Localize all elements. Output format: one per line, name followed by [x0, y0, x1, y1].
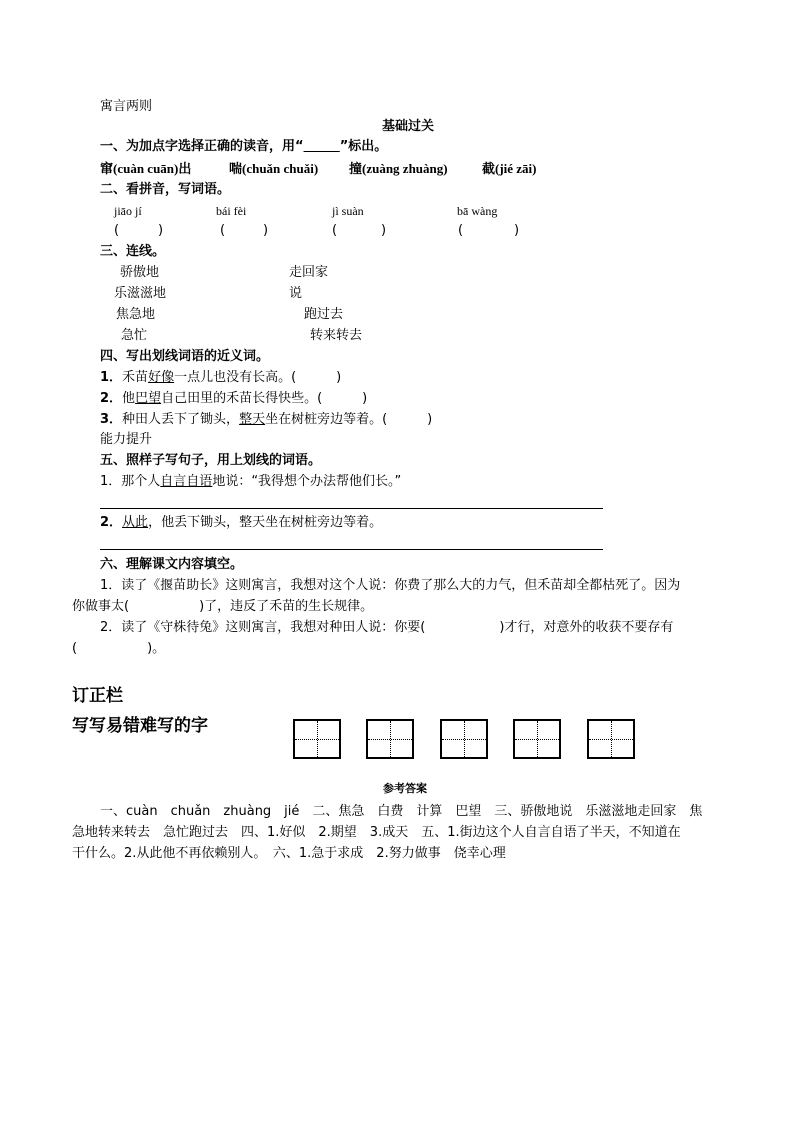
q4-heading: 四、写出划线词语的近义词。: [100, 349, 270, 364]
q2-answer-2-open: (: [220, 223, 226, 238]
q4-item-3-end: ): [427, 412, 433, 427]
q4-item-2: [100, 390, 367, 408]
q6-item-1-line-2-post: )了，违反了禾苗的生长规律。: [199, 599, 374, 614]
q4-item-3-underlined: 整天: [239, 412, 266, 427]
q2-pinyin-1: jiāo jí: [114, 204, 142, 218]
q2-answer-3-close: ): [381, 223, 387, 238]
section-title-ability: 能力提升: [100, 432, 153, 447]
q4-item-3: [100, 411, 432, 429]
q5-item-2: [100, 514, 382, 532]
q2-answer-4-open: (: [458, 223, 464, 238]
q1-item-1: 窜(cuàn cuān)出: [100, 161, 192, 176]
q1-item-3: 撞(zuàng zhuàng): [349, 161, 448, 176]
q6-item-1-line-1: 1．读了《揠苗助长》这则寓言，我想对这个人说：你费了那么大的力气，但禾苗却全都枯死了。因为: [100, 578, 681, 593]
writing-box-2[interactable]: [366, 719, 414, 759]
q4-item-1: [100, 369, 341, 387]
q1-heading-post: ”标出。: [339, 139, 388, 154]
q3-right-2: 说: [289, 286, 303, 301]
q5-item-1-num: 1．: [100, 474, 122, 489]
q6-heading: 六、理解课文内容填空。: [100, 557, 244, 572]
q2-answer-2-close: ): [263, 223, 269, 238]
q5-item-1: [100, 473, 401, 491]
q4-item-2-num: 2．: [100, 391, 123, 406]
q2-answer-3-open: (: [332, 223, 338, 238]
q4-item-1-num: 1．: [100, 370, 123, 385]
q3-left-1: 骄傲地: [120, 265, 160, 280]
section-title-basic: 基础过关: [382, 119, 435, 134]
q4-item-3-pre: 种田人丢下了锄头，: [122, 412, 240, 427]
q5-item-2-post: ，他丢下锄头，整天坐在树桩旁边等着。: [148, 515, 383, 530]
q5-heading: 五、照样子写句子，用上划线的词语。: [100, 453, 322, 468]
q5-item-2-underlined: 从此: [122, 515, 149, 530]
document-title: 寓言两则: [100, 99, 153, 114]
q5-answer-line-2[interactable]: [100, 549, 603, 550]
q4-item-3-post: 坐在树桩旁边等着。(: [265, 412, 388, 427]
q5-item-1-pre: 那个人: [121, 474, 161, 489]
q2-answer-4-close: ): [514, 223, 520, 238]
q5-item-1-post: 地说：“我得想个办法帮他们长。”: [212, 474, 402, 489]
q4-item-3-num: 3．: [100, 412, 123, 427]
q3-heading: 三、连线。: [100, 244, 166, 259]
answers-line-2: 急地转来转去 急忙跑过去 四、1.好似 2.期望 3.成天 五、1.街边这个人自言自语了半天，不知道在: [72, 825, 681, 840]
q5-answer-line-1[interactable]: [100, 508, 603, 509]
q2-heading: 二、看拼音，写词语。: [100, 182, 231, 197]
q4-item-1-post: 一点儿也没有长高。(: [174, 370, 297, 385]
q6-item-2-line-1-post: )才行，对意外的收获不要存有: [499, 620, 674, 635]
q1-item-4: 截(jié zāi): [482, 161, 537, 176]
q6-item-2-line-2-pre: (: [72, 641, 78, 656]
q1-item-2: 喘(chuǎn chuǎi): [229, 161, 319, 176]
q6-item-2-line-1-pre: 2．读了《守株待兔》这则寓言，我想对种田人说：你要(: [100, 620, 426, 635]
writing-box-4[interactable]: [513, 719, 561, 759]
q2-answer-1-open: (: [114, 223, 120, 238]
q6-item-2-line-2-post: )。: [147, 641, 166, 656]
q5-item-1-underlined: 自言自语: [160, 474, 213, 489]
q2-pinyin-4: bā wàng: [457, 204, 498, 218]
answers-line-1: 一、cuàn chuǎn zhuàng jié 二、焦急 白费 计算 巴望 三、骄傲地说 乐滋滋地走回家 焦: [100, 804, 703, 819]
q3-right-3: 跑过去: [304, 307, 344, 322]
q1-heading: [100, 138, 387, 156]
q5-item-2-num: 2．: [100, 515, 123, 530]
answers-line-3: 干什么。2.从此他不再依赖别人。 六、1.急于求成 2.努力做事 侥幸心理: [72, 846, 506, 861]
q6-item-1-line-2-pre: 你做事太(: [72, 599, 130, 614]
q6-item-2-line-1: [100, 619, 673, 637]
q2-pinyin-2: bái fèi: [216, 204, 247, 218]
q4-item-1-end: ): [336, 370, 342, 385]
q4-item-2-end: ): [362, 391, 368, 406]
q3-left-4: 急忙: [121, 328, 148, 343]
q2-answer-1-close: ): [158, 223, 164, 238]
q2-pinyin-3: jì suàn: [332, 204, 364, 218]
q1-heading-pre: 一、为加点字选择正确的读音，用“: [100, 139, 304, 154]
q4-item-2-underlined: 巴望: [135, 391, 162, 406]
q4-item-2-pre: 他: [122, 391, 136, 406]
q3-right-1: 走回家: [289, 265, 329, 280]
correction-subtitle: 写写易错难写的字: [72, 716, 208, 736]
q1-heading-blank: [304, 139, 340, 154]
answers-title: 参考答案: [383, 782, 427, 795]
q4-item-2-post: 自己田里的禾苗长得快些。(: [161, 391, 323, 406]
q3-right-4: 转来转去: [310, 328, 363, 343]
q6-item-2-line-2: [72, 640, 165, 658]
q4-item-1-pre: 禾苗: [122, 370, 149, 385]
q4-item-1-underlined: 好像: [148, 370, 175, 385]
writing-box-5[interactable]: [587, 719, 635, 759]
writing-box-3[interactable]: [440, 719, 488, 759]
correction-title: 订正栏: [72, 686, 123, 706]
writing-box-1[interactable]: [293, 719, 341, 759]
q3-left-2: 乐滋滋地: [114, 286, 167, 301]
q3-left-3: 焦急地: [116, 307, 156, 322]
q6-item-1-line-2: [72, 598, 373, 616]
